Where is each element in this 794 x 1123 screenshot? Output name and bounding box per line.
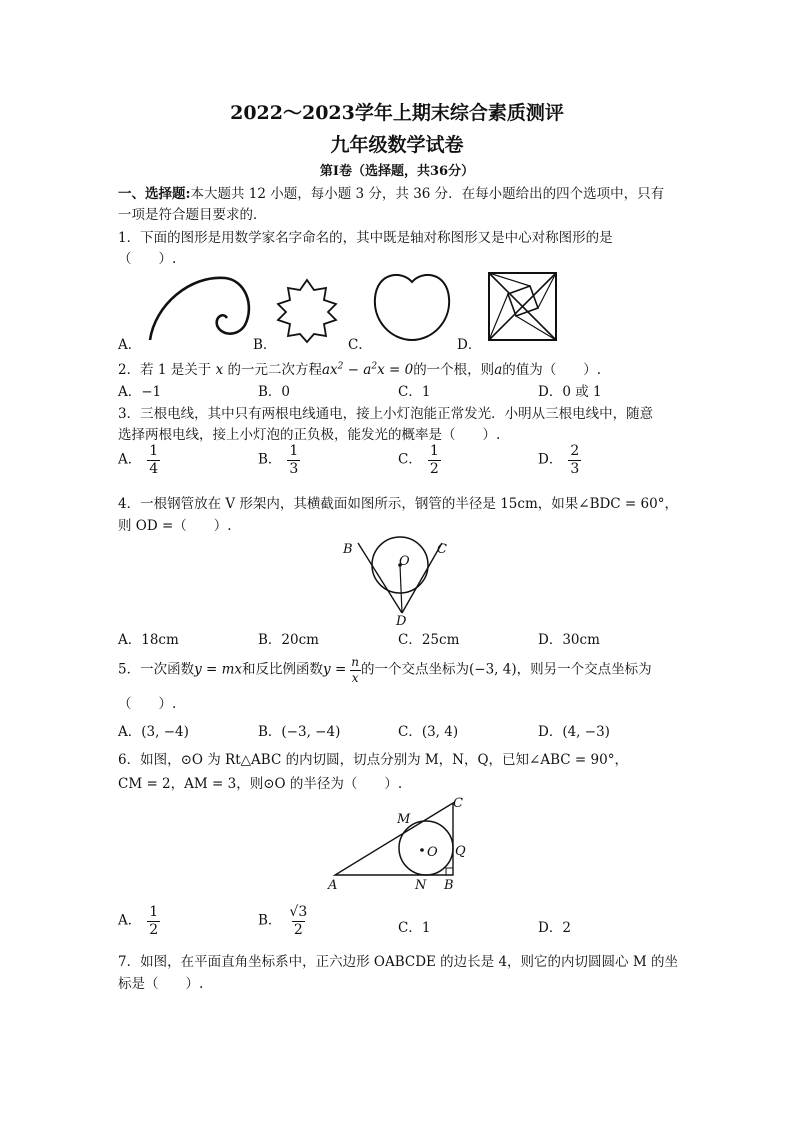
q2-stem: 2．若 1 是关于 x 的一元二次方程$ax^2 - a^2x = 0$的一个根，则a的值为（ ）.: [118, 361, 602, 378]
q1-figure-cardioid: [372, 270, 452, 345]
q6-label-n: N: [415, 878, 427, 893]
q4-label-c: C: [437, 542, 447, 557]
q1-figure-pythagoras-square: [488, 272, 558, 342]
q6-stem-line1: 6．如图，⊙O 为 Rt△ABC 的内切圆，切点分别为 M，N，Q，已知∠ABC = 90°，: [118, 752, 628, 768]
q3-stem-line1: 3．三根电线，其中只有两根电线通电，接上小灯泡能正常发光．小明从三根电线中，随意: [118, 406, 654, 422]
q4-label-o: O: [399, 554, 410, 569]
q6-label-b: B: [444, 878, 454, 893]
q7-stem-line2: 标是（ ）.: [118, 976, 204, 992]
q1-option-b[interactable]: B．: [253, 337, 277, 353]
section-instructions-line2: 一项是符合题目要求的．: [118, 207, 267, 223]
q5-option-b[interactable]: B．(−3, −4): [258, 724, 341, 740]
section-instructions-line1: 一、选择题:本大题共 12 小题，每小题 3 分，共 36 分．在每小题给出的四个选项中，只有: [118, 186, 665, 202]
section-heading: 一、选择题:: [118, 186, 191, 202]
q4-option-d[interactable]: D．30cm: [538, 632, 600, 648]
q3-option-c[interactable]: C． $\frac{1}{2}$: [398, 443, 439, 477]
exam-subtitle: 九年级数学试卷: [330, 134, 464, 156]
q5-option-a[interactable]: A．(3, −4): [118, 724, 189, 740]
q1-option-d[interactable]: D．: [457, 337, 482, 353]
q1-figure-spiral: [145, 270, 255, 345]
q6-label-q: Q: [455, 844, 466, 859]
q6-label-o: O: [427, 845, 438, 860]
q4-label-b: B: [343, 542, 353, 557]
exam-title: 2022～2023学年上期末综合素质测评: [230, 102, 564, 124]
q3-option-b[interactable]: B． $\frac{1}{3}$: [258, 443, 299, 477]
q4-label-d: D: [396, 614, 407, 629]
q6-label-a: A: [328, 878, 338, 893]
q2-option-c[interactable]: C．1: [398, 384, 431, 400]
q5-paren: （ ）.: [118, 696, 177, 712]
q1-stem: 1．下面的图形是用数学家名字命名的，其中既是轴对称图形又是中心对称图形的是: [118, 230, 613, 246]
q1-option-c[interactable]: C．: [348, 337, 372, 353]
q5-option-c[interactable]: C．(3, 4): [398, 724, 459, 740]
q6-option-d[interactable]: D．2: [538, 920, 571, 936]
q1-paren: （ ）.: [118, 251, 177, 267]
q6-option-b[interactable]: B． $\frac{√3}{2}$: [258, 904, 308, 938]
q5-stem: 5．一次函数y = mx和反比例函数y = $\frac{n}{x}$ 的一个交点坐标为(−3, 4)，则另一个交点坐标为: [118, 655, 652, 685]
q6-label-c: C: [453, 796, 463, 811]
q3-option-d[interactable]: D． $\frac{2}{3}$: [538, 443, 580, 477]
q1-figure-koch-snowflake: [270, 278, 345, 343]
part-heading: 第Ⅰ卷（选择题，共36分）: [319, 164, 475, 179]
q4-figure-v-frame: [340, 535, 455, 629]
q3-option-a[interactable]: A． $\frac{1}{4}$: [118, 443, 159, 477]
q4-stem-line1: 4．一根钢管放在 V 形架内，其横截面如图所示，钢管的半径是 15cm，如果∠BDC = 60°，: [118, 496, 678, 512]
q4-option-c[interactable]: C．25cm: [398, 632, 460, 648]
q6-option-a[interactable]: A． $\frac{1}{2}$: [118, 904, 159, 938]
q6-option-c[interactable]: C．1: [398, 920, 431, 936]
q6-label-m: M: [397, 812, 411, 827]
q7-stem-line1: 7．如图，在平面直角坐标系中，正六边形 OABCDE 的边长是 4，则它的内切圆圆心 M 的坐: [118, 954, 678, 970]
q2-equation: $ax^2 - a^2x = 0$: [321, 361, 414, 378]
q2-option-b[interactable]: B．0: [258, 384, 291, 400]
q5-option-d[interactable]: D．(4, −3): [538, 724, 610, 740]
q3-stem-line2: 选择两根电线，接上小灯泡的正负极，能发光的概率是（ ）.: [118, 427, 501, 443]
q6-stem-line2: CM = 2，AM = 3，则⊙O 的半径为（ ）.: [118, 776, 403, 792]
q6-figure-triangle-incircle: [325, 795, 475, 895]
q2-option-a[interactable]: A．−1: [118, 384, 162, 400]
q2-option-d[interactable]: D．0 或 1: [538, 384, 602, 400]
q4-option-b[interactable]: B．20cm: [258, 632, 319, 648]
q4-option-a[interactable]: A．18cm: [118, 632, 179, 648]
q1-option-a[interactable]: A．: [118, 337, 142, 353]
q4-stem-line2: 则 OD =（ ）.: [118, 518, 232, 534]
